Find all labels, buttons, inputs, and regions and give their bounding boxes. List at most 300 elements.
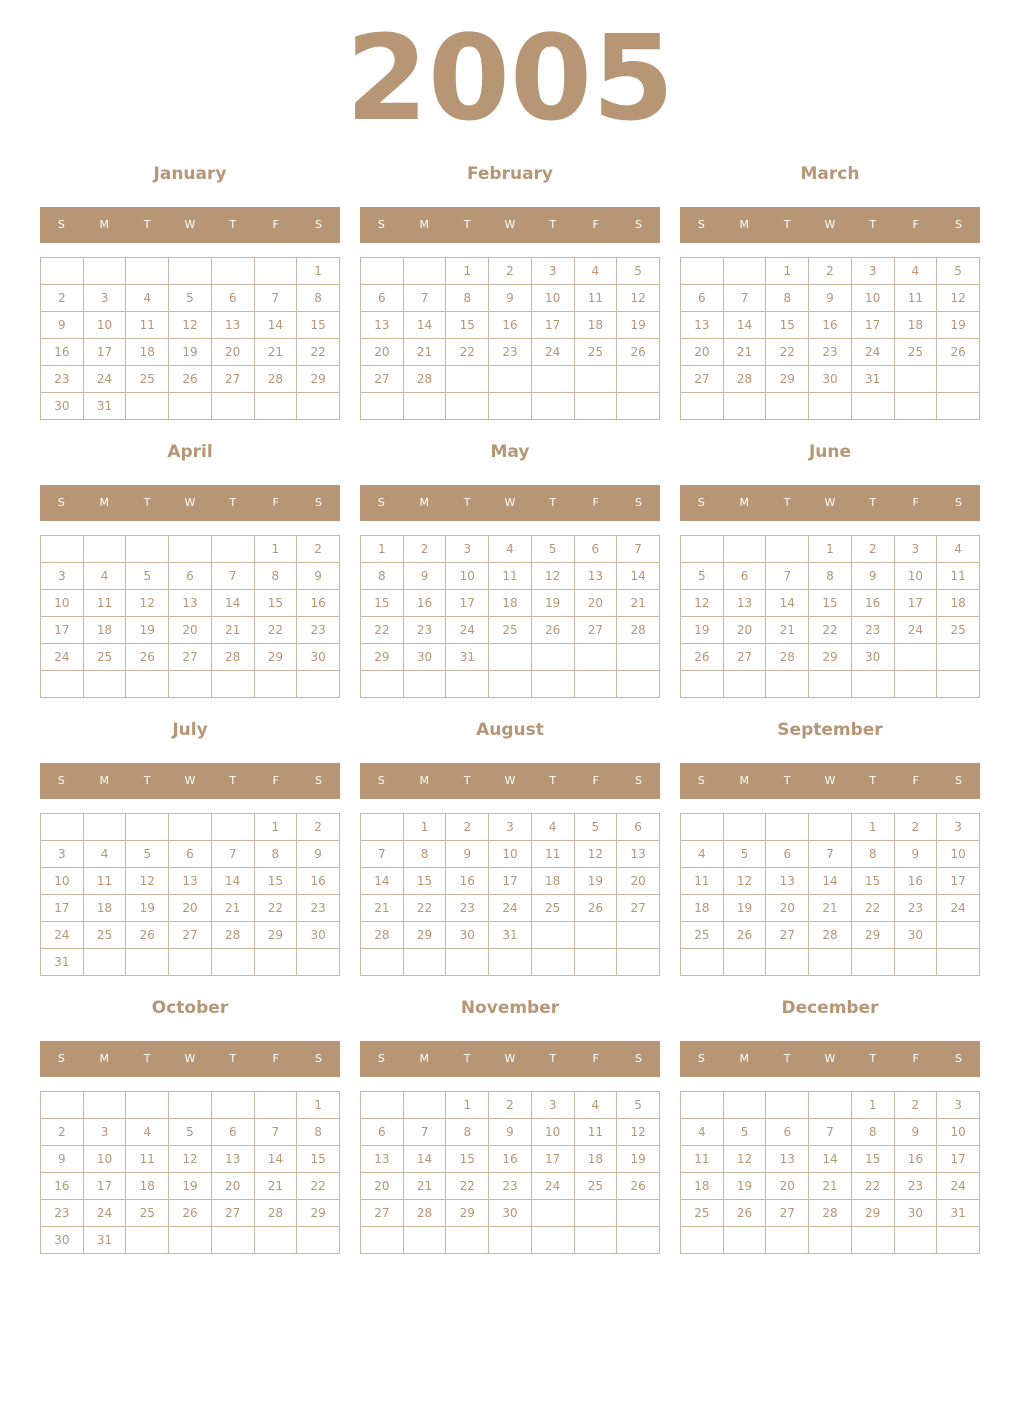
day-cell: 11 [126,1146,169,1173]
day-cell: 30 [894,922,937,949]
day-cell: 31 [851,366,894,393]
day-cell: 6 [361,1119,404,1146]
day-cell: 26 [937,339,980,366]
day-cell: 5 [723,1119,766,1146]
empty-day-cell [83,671,126,698]
day-cell: 26 [617,1173,660,1200]
day-cell: 27 [681,366,724,393]
day-cell: 11 [489,563,532,590]
weekday-label: W [504,1052,516,1065]
day-cell: 16 [403,590,446,617]
week-row [41,868,340,895]
weekday-label: F [912,218,919,231]
day-grid [680,535,980,704]
day-cell: 22 [766,339,809,366]
day-cell: 30 [297,644,340,671]
day-cell: 8 [851,841,894,868]
day-cell: 15 [446,1146,489,1173]
day-cell: 13 [766,1146,809,1173]
day-grid [360,1091,660,1260]
day-cell: 6 [617,814,660,841]
day-cell: 26 [126,922,169,949]
day-cell: 5 [617,258,660,285]
day-cell: 17 [446,590,489,617]
weekday-label: T [463,496,471,509]
day-cell: 26 [531,617,574,644]
day-cell: 9 [894,1119,937,1146]
day-cell: 6 [574,536,617,563]
weekday-label: W [824,774,836,787]
day-cell: 24 [531,1173,574,1200]
empty-day-cell [169,1227,212,1254]
empty-day-cell [809,814,852,841]
day-cell: 13 [211,312,254,339]
day-cell: 7 [254,285,297,312]
day-cell: 15 [766,312,809,339]
day-cell: 16 [894,868,937,895]
weekday-label: S [57,496,65,509]
day-cell: 10 [894,563,937,590]
day-cell: 8 [254,563,297,590]
day-cell: 12 [169,1146,212,1173]
weekday-label: S [954,1052,962,1065]
empty-day-cell [126,949,169,976]
day-cell: 15 [851,1146,894,1173]
day-cell: 21 [766,617,809,644]
weekday-label: S [634,218,642,231]
empty-day-cell [574,366,617,393]
weekday-label: T [143,218,151,231]
day-cell: 2 [894,814,937,841]
day-cell: 4 [937,536,980,563]
week-row [361,393,660,420]
day-cell: 23 [297,617,340,644]
day-cell: 1 [254,814,297,841]
day-cell: 17 [41,895,84,922]
day-cell: 10 [851,285,894,312]
empty-day-cell [126,1092,169,1119]
day-cell: 4 [83,563,126,590]
day-cell: 22 [851,895,894,922]
day-cell: 7 [211,841,254,868]
empty-day-cell [126,536,169,563]
day-cell: 1 [297,258,340,285]
day-cell: 16 [894,1146,937,1173]
day-cell: 31 [446,644,489,671]
day-cell: 6 [723,563,766,590]
day-cell: 23 [851,617,894,644]
day-cell: 19 [617,312,660,339]
day-cell: 24 [41,644,84,671]
day-cell: 18 [574,1146,617,1173]
day-cell: 1 [809,536,852,563]
empty-day-cell [446,1227,489,1254]
day-cell: 15 [297,312,340,339]
day-cell: 28 [254,366,297,393]
day-cell: 10 [41,590,84,617]
weekday-label: S [314,496,322,509]
day-cell: 25 [681,1200,724,1227]
empty-day-cell [489,671,532,698]
day-cell: 4 [574,1092,617,1119]
day-cell: 20 [723,617,766,644]
weekday-label: S [954,774,962,787]
day-cell: 16 [489,1146,532,1173]
day-table [680,1091,980,1254]
day-cell: 27 [361,366,404,393]
empty-day-cell [766,536,809,563]
empty-day-cell [617,671,660,698]
day-cell: 9 [489,285,532,312]
day-cell: 5 [723,841,766,868]
empty-day-cell [126,1227,169,1254]
day-cell: 11 [894,285,937,312]
day-cell: 30 [489,1200,532,1227]
week-row [681,1173,980,1200]
day-cell: 14 [254,1146,297,1173]
empty-day-cell [41,536,84,563]
day-cell: 27 [617,895,660,922]
day-cell: 28 [809,922,852,949]
empty-day-cell [809,1227,852,1254]
day-cell: 27 [574,617,617,644]
day-cell: 5 [126,841,169,868]
day-cell: 29 [809,644,852,671]
empty-day-cell [254,671,297,698]
day-cell: 6 [681,285,724,312]
day-cell: 2 [489,258,532,285]
day-cell: 3 [937,814,980,841]
day-cell: 3 [446,536,489,563]
day-grid [360,813,660,982]
week-row [361,1200,660,1227]
day-cell: 14 [211,590,254,617]
day-cell: 17 [937,868,980,895]
day-cell: 17 [83,339,126,366]
week-row [681,868,980,895]
day-cell: 9 [297,841,340,868]
day-cell: 12 [723,868,766,895]
day-cell: 13 [169,590,212,617]
day-cell: 21 [403,1173,446,1200]
day-cell: 15 [254,868,297,895]
empty-day-cell [617,922,660,949]
day-cell: 31 [83,393,126,420]
day-cell: 24 [83,366,126,393]
day-cell: 16 [297,868,340,895]
empty-day-cell [723,1092,766,1119]
day-cell: 12 [723,1146,766,1173]
day-cell: 18 [937,590,980,617]
day-cell: 4 [574,258,617,285]
empty-day-cell [681,671,724,698]
day-cell: 19 [723,895,766,922]
week-row [681,285,980,312]
week-row [41,312,340,339]
empty-day-cell [446,393,489,420]
weekday-label: W [184,496,196,509]
empty-day-cell [211,814,254,841]
empty-day-cell [297,393,340,420]
day-cell: 15 [809,590,852,617]
day-cell: 23 [297,895,340,922]
empty-day-cell [937,644,980,671]
weekday-label: T [869,774,877,787]
day-cell: 16 [41,339,84,366]
empty-day-cell [403,949,446,976]
month-name: August [476,720,544,740]
day-cell: 7 [403,1119,446,1146]
day-table [360,535,660,698]
week-row [41,895,340,922]
weekday-label: S [377,218,385,231]
day-cell: 30 [41,393,84,420]
day-cell: 1 [446,258,489,285]
empty-day-cell [574,1227,617,1254]
empty-day-cell [361,258,404,285]
empty-day-cell [681,1227,724,1254]
week-row [361,339,660,366]
empty-day-cell [937,1227,980,1254]
day-cell: 1 [766,258,809,285]
weekday-label: S [314,1052,322,1065]
day-cell: 24 [531,339,574,366]
weekday-label: M [739,1052,750,1065]
weekday-label: T [783,218,791,231]
day-cell: 25 [574,1173,617,1200]
empty-day-cell [681,814,724,841]
month-name: May [490,442,530,462]
weekday-label: S [314,218,322,231]
day-cell: 24 [489,895,532,922]
day-cell: 3 [489,814,532,841]
day-cell: 12 [169,312,212,339]
day-cell: 27 [361,1200,404,1227]
empty-day-cell [851,671,894,698]
weekday-label: S [634,496,642,509]
day-cell: 22 [446,1173,489,1200]
day-cell: 17 [531,312,574,339]
weekday-label: F [592,218,599,231]
day-cell: 21 [809,1173,852,1200]
weekday-label: T [549,1052,557,1065]
month-name: July [172,720,208,740]
week-row [681,617,980,644]
empty-day-cell [83,1092,126,1119]
empty-day-cell [617,1227,660,1254]
day-cell: 15 [254,590,297,617]
week-row [361,671,660,698]
day-cell: 21 [617,590,660,617]
week-row [41,258,340,285]
day-cell: 30 [894,1200,937,1227]
week-row [681,949,980,976]
empty-day-cell [254,1092,297,1119]
weekday-header [680,763,980,799]
day-cell: 28 [254,1200,297,1227]
day-cell: 19 [169,1173,212,1200]
day-cell: 13 [361,312,404,339]
day-cell: 18 [531,868,574,895]
weekday-label: F [912,774,919,787]
empty-day-cell [766,393,809,420]
empty-day-cell [489,644,532,671]
day-cell: 31 [489,922,532,949]
week-row [361,949,660,976]
day-grid [40,1091,340,1260]
weekday-label: T [869,496,877,509]
empty-day-cell [937,366,980,393]
day-cell: 23 [41,366,84,393]
day-cell: 16 [851,590,894,617]
weekday-label: M [99,218,110,231]
empty-day-cell [894,393,937,420]
day-cell: 12 [937,285,980,312]
day-cell: 13 [723,590,766,617]
day-table [680,813,980,976]
day-cell: 17 [83,1173,126,1200]
day-cell: 25 [83,644,126,671]
day-cell: 22 [297,1173,340,1200]
day-cell: 9 [489,1119,532,1146]
week-row [41,1173,340,1200]
day-cell: 7 [809,841,852,868]
day-table [360,813,660,976]
day-cell: 30 [297,922,340,949]
day-cell: 7 [254,1119,297,1146]
weekday-label: F [592,496,599,509]
day-cell: 5 [617,1092,660,1119]
day-cell: 14 [403,312,446,339]
day-cell: 12 [126,868,169,895]
day-cell: 14 [809,868,852,895]
day-cell: 28 [403,1200,446,1227]
day-cell: 11 [126,312,169,339]
empty-day-cell [851,393,894,420]
day-cell: 11 [83,868,126,895]
day-grid [40,257,340,426]
day-cell: 20 [617,868,660,895]
weekday-label: S [954,496,962,509]
day-cell: 12 [681,590,724,617]
day-cell: 6 [211,1119,254,1146]
weekday-label: T [549,774,557,787]
week-row [681,1146,980,1173]
day-cell: 2 [851,536,894,563]
day-cell: 3 [41,563,84,590]
day-cell: 15 [446,312,489,339]
day-cell: 26 [169,1200,212,1227]
day-cell: 2 [446,814,489,841]
day-cell: 1 [254,536,297,563]
empty-day-cell [681,536,724,563]
week-row [681,590,980,617]
day-cell: 9 [41,1146,84,1173]
day-cell: 28 [617,617,660,644]
day-cell: 10 [937,1119,980,1146]
weekday-label: S [954,218,962,231]
empty-day-cell [617,1200,660,1227]
week-row [361,366,660,393]
day-cell: 8 [446,1119,489,1146]
empty-day-cell [723,949,766,976]
day-cell: 24 [937,1173,980,1200]
weekday-label: W [184,1052,196,1065]
empty-day-cell [361,393,404,420]
day-cell: 7 [403,285,446,312]
month-name: September [777,720,883,740]
weekday-header [40,207,340,243]
day-cell: 9 [809,285,852,312]
day-cell: 30 [809,366,852,393]
weekday-label: F [272,774,279,787]
empty-day-cell [211,1092,254,1119]
weekday-label: S [697,496,705,509]
day-cell: 24 [851,339,894,366]
day-cell: 1 [361,536,404,563]
empty-day-cell [531,949,574,976]
empty-day-cell [617,366,660,393]
week-row [361,536,660,563]
weekday-label: T [869,218,877,231]
day-cell: 20 [361,1173,404,1200]
day-cell: 3 [41,841,84,868]
day-cell: 15 [361,590,404,617]
week-row [361,1119,660,1146]
empty-day-cell [83,258,126,285]
empty-day-cell [254,949,297,976]
empty-day-cell [403,1227,446,1254]
day-cell: 10 [531,285,574,312]
day-cell: 24 [937,895,980,922]
empty-day-cell [766,949,809,976]
empty-day-cell [489,1227,532,1254]
day-cell: 4 [681,841,724,868]
day-cell: 10 [531,1119,574,1146]
empty-day-cell [403,393,446,420]
day-cell: 2 [297,536,340,563]
weekday-label: W [504,218,516,231]
day-cell: 19 [681,617,724,644]
day-cell: 28 [766,644,809,671]
day-cell: 4 [83,841,126,868]
empty-day-cell [574,644,617,671]
day-cell: 7 [723,285,766,312]
weekday-label: S [697,1052,705,1065]
day-cell: 12 [574,841,617,868]
day-cell: 29 [297,366,340,393]
day-cell: 30 [403,644,446,671]
day-cell: 28 [361,922,404,949]
day-cell: 6 [361,285,404,312]
day-cell: 8 [361,563,404,590]
week-row [361,868,660,895]
day-table [680,257,980,420]
day-cell: 13 [361,1146,404,1173]
day-cell: 10 [489,841,532,868]
empty-day-cell [126,671,169,698]
day-cell: 28 [723,366,766,393]
day-cell: 17 [489,868,532,895]
empty-day-cell [574,922,617,949]
empty-day-cell [574,393,617,420]
month-name: January [153,164,227,184]
weekday-header [40,485,340,521]
day-cell: 21 [254,339,297,366]
weekday-header [360,485,660,521]
week-row [361,617,660,644]
weekday-label: T [229,1052,237,1065]
